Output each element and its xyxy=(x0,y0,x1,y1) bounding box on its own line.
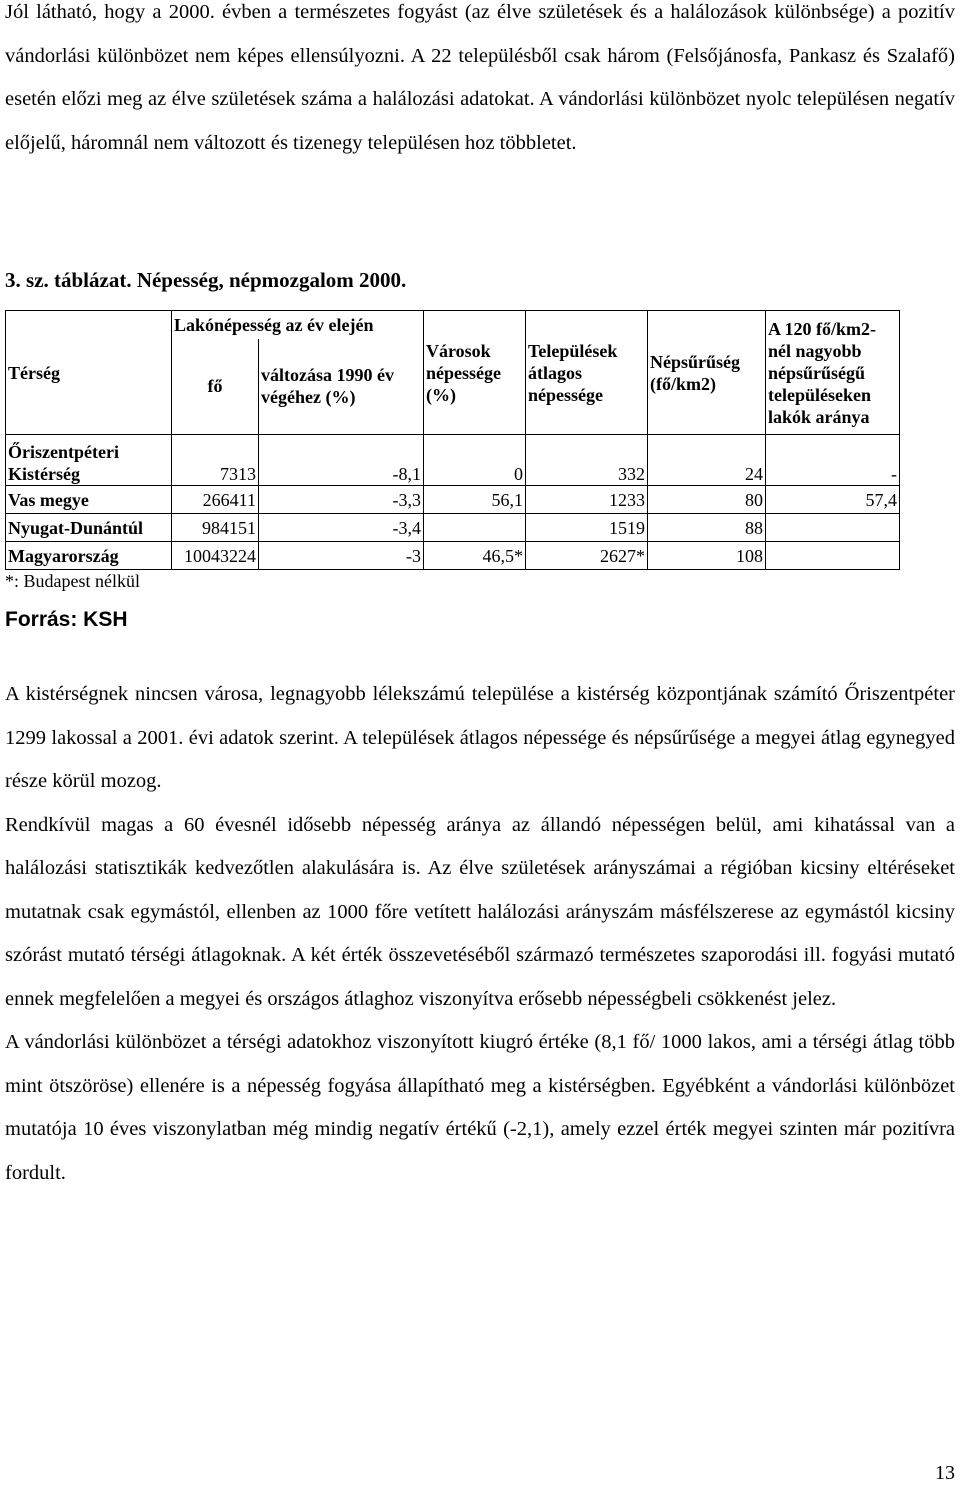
row-region: Vas megye xyxy=(6,486,172,514)
population-table xyxy=(5,310,900,570)
cell-persons: 10043224 xyxy=(172,542,259,570)
cell-density: 80 xyxy=(648,486,766,514)
cell-avg-settlement: 2627* xyxy=(526,542,648,570)
cell-change: -8,1 xyxy=(259,435,424,486)
page-number: 13 xyxy=(935,1462,955,1484)
cell-persons: 7313 xyxy=(172,435,259,486)
row-region: Őriszentpéteri Kistérség xyxy=(6,435,172,486)
cell-avg-settlement: 1233 xyxy=(526,486,648,514)
cell-share-dense: 57,4 xyxy=(766,486,900,514)
header-persons: fő xyxy=(172,339,259,435)
cell-density: 88 xyxy=(648,514,766,542)
cell-density: 24 xyxy=(648,435,766,486)
cell-change: -3 xyxy=(259,542,424,570)
header-share-dense: A 120 fő/km2-nél nagyobb népsűrűségű településeken lakók aránya xyxy=(766,311,900,435)
table-row xyxy=(6,486,900,514)
table-row xyxy=(6,514,900,542)
paragraph-ageing: Rendkívül magas a 60 évesnél idősebb népesség aránya az állandó népességen belül, ami kihatással van a halálozási statisztikák kedvezőtlen alakulására is. Az élve születések arányszámai a régióban kicsiny eltéréseket mutatnak csak egymástól, ellenben az 1000 főre vetített halálozási arányszám másfélszerese az egymástól kicsiny szórást mutató térségi átlagoknak. A két érték összevetéséből származó természetes szaporodási ill. fogyási mutató ennek megfelelően a megyei és országos átlaghoz viszonyítva erősebb népességbeli csökkenést jelez. xyxy=(5,813,955,1010)
cell-avg-settlement: 332 xyxy=(526,435,648,486)
header-urban: Városok népessége (%) xyxy=(424,311,526,435)
header-density: Népsűrűség (fő/km2) xyxy=(648,311,766,435)
paragraph-settlements: A kistérségnek nincsen városa, legnagyobb lélekszámú települése a kistérség központjának számító Őriszentpéter 1299 lakossal a 2001. évi adatok szerint. A települések átlagos népessége és népsűrűsége a megyei átlag egynegyed része körül mozog. xyxy=(5,683,955,792)
cell-density: 108 xyxy=(648,542,766,570)
table-row xyxy=(6,435,900,486)
row-region: Nyugat-Dunántúl xyxy=(6,514,172,542)
cell-urban: 0 xyxy=(424,435,526,486)
header-avg-settlement: Települések átlagos népessége xyxy=(526,311,648,435)
table-header-row xyxy=(6,311,900,339)
cell-share-dense: - xyxy=(766,435,900,486)
header-region: Térség xyxy=(6,311,172,435)
header-change: változása 1990 év végéhez (%) xyxy=(259,339,424,435)
cell-share-dense xyxy=(766,542,900,570)
header-population-group: Lakónépesség az év elején xyxy=(172,311,424,339)
cell-change: -3,4 xyxy=(259,514,424,542)
table-footnote: *: Budapest nélkül xyxy=(5,571,140,591)
cell-urban xyxy=(424,514,526,542)
cell-avg-settlement: 1519 xyxy=(526,514,648,542)
cell-persons: 984151 xyxy=(172,514,259,542)
table-source: Forrás: KSH xyxy=(5,608,128,631)
cell-urban: 56,1 xyxy=(424,486,526,514)
table-row xyxy=(6,542,900,570)
cell-persons: 266411 xyxy=(172,486,259,514)
paragraph-intro: Jól látható, hogy a 2000. évben a természetes fogyást (az élve születések és a halálozások különbsége) a pozitív vándorlási különbözet nem képes ellensúlyozni. A 22 településből csak három (Felsőjánosfa, Pankasz és Szalafő) esetén előzi meg az élve születések száma a halálozási adatokat. A vándorlási különbözet nyolc településen negatív előjelű, háromnál nem változott és tizenegy településen hoz többletet. xyxy=(5,1,955,154)
cell-change: -3,3 xyxy=(259,486,424,514)
row-region: Magyarország xyxy=(6,542,172,570)
cell-urban: 46,5* xyxy=(424,542,526,570)
table-title: 3. sz. táblázat. Népesség, népmozgalom 2000. xyxy=(5,268,407,292)
cell-share-dense xyxy=(766,514,900,542)
paragraph-migration: A vándorlási különbözet a térségi adatokhoz viszonyított kiugró értéke (8,1 fő/ 1000 lakos, ami a térségi átlag több mint ötszöröse) ellenére is a népesség fogyása állapítható meg a kistérségben. Egyébként a vándorlási különbözet mutatója 10 éves viszonylatban még mindig negatív értékű (-2,1), amely ezzel érték megyei szinten már pozitívra fordult. xyxy=(5,1031,955,1184)
body-text xyxy=(5,673,955,1195)
